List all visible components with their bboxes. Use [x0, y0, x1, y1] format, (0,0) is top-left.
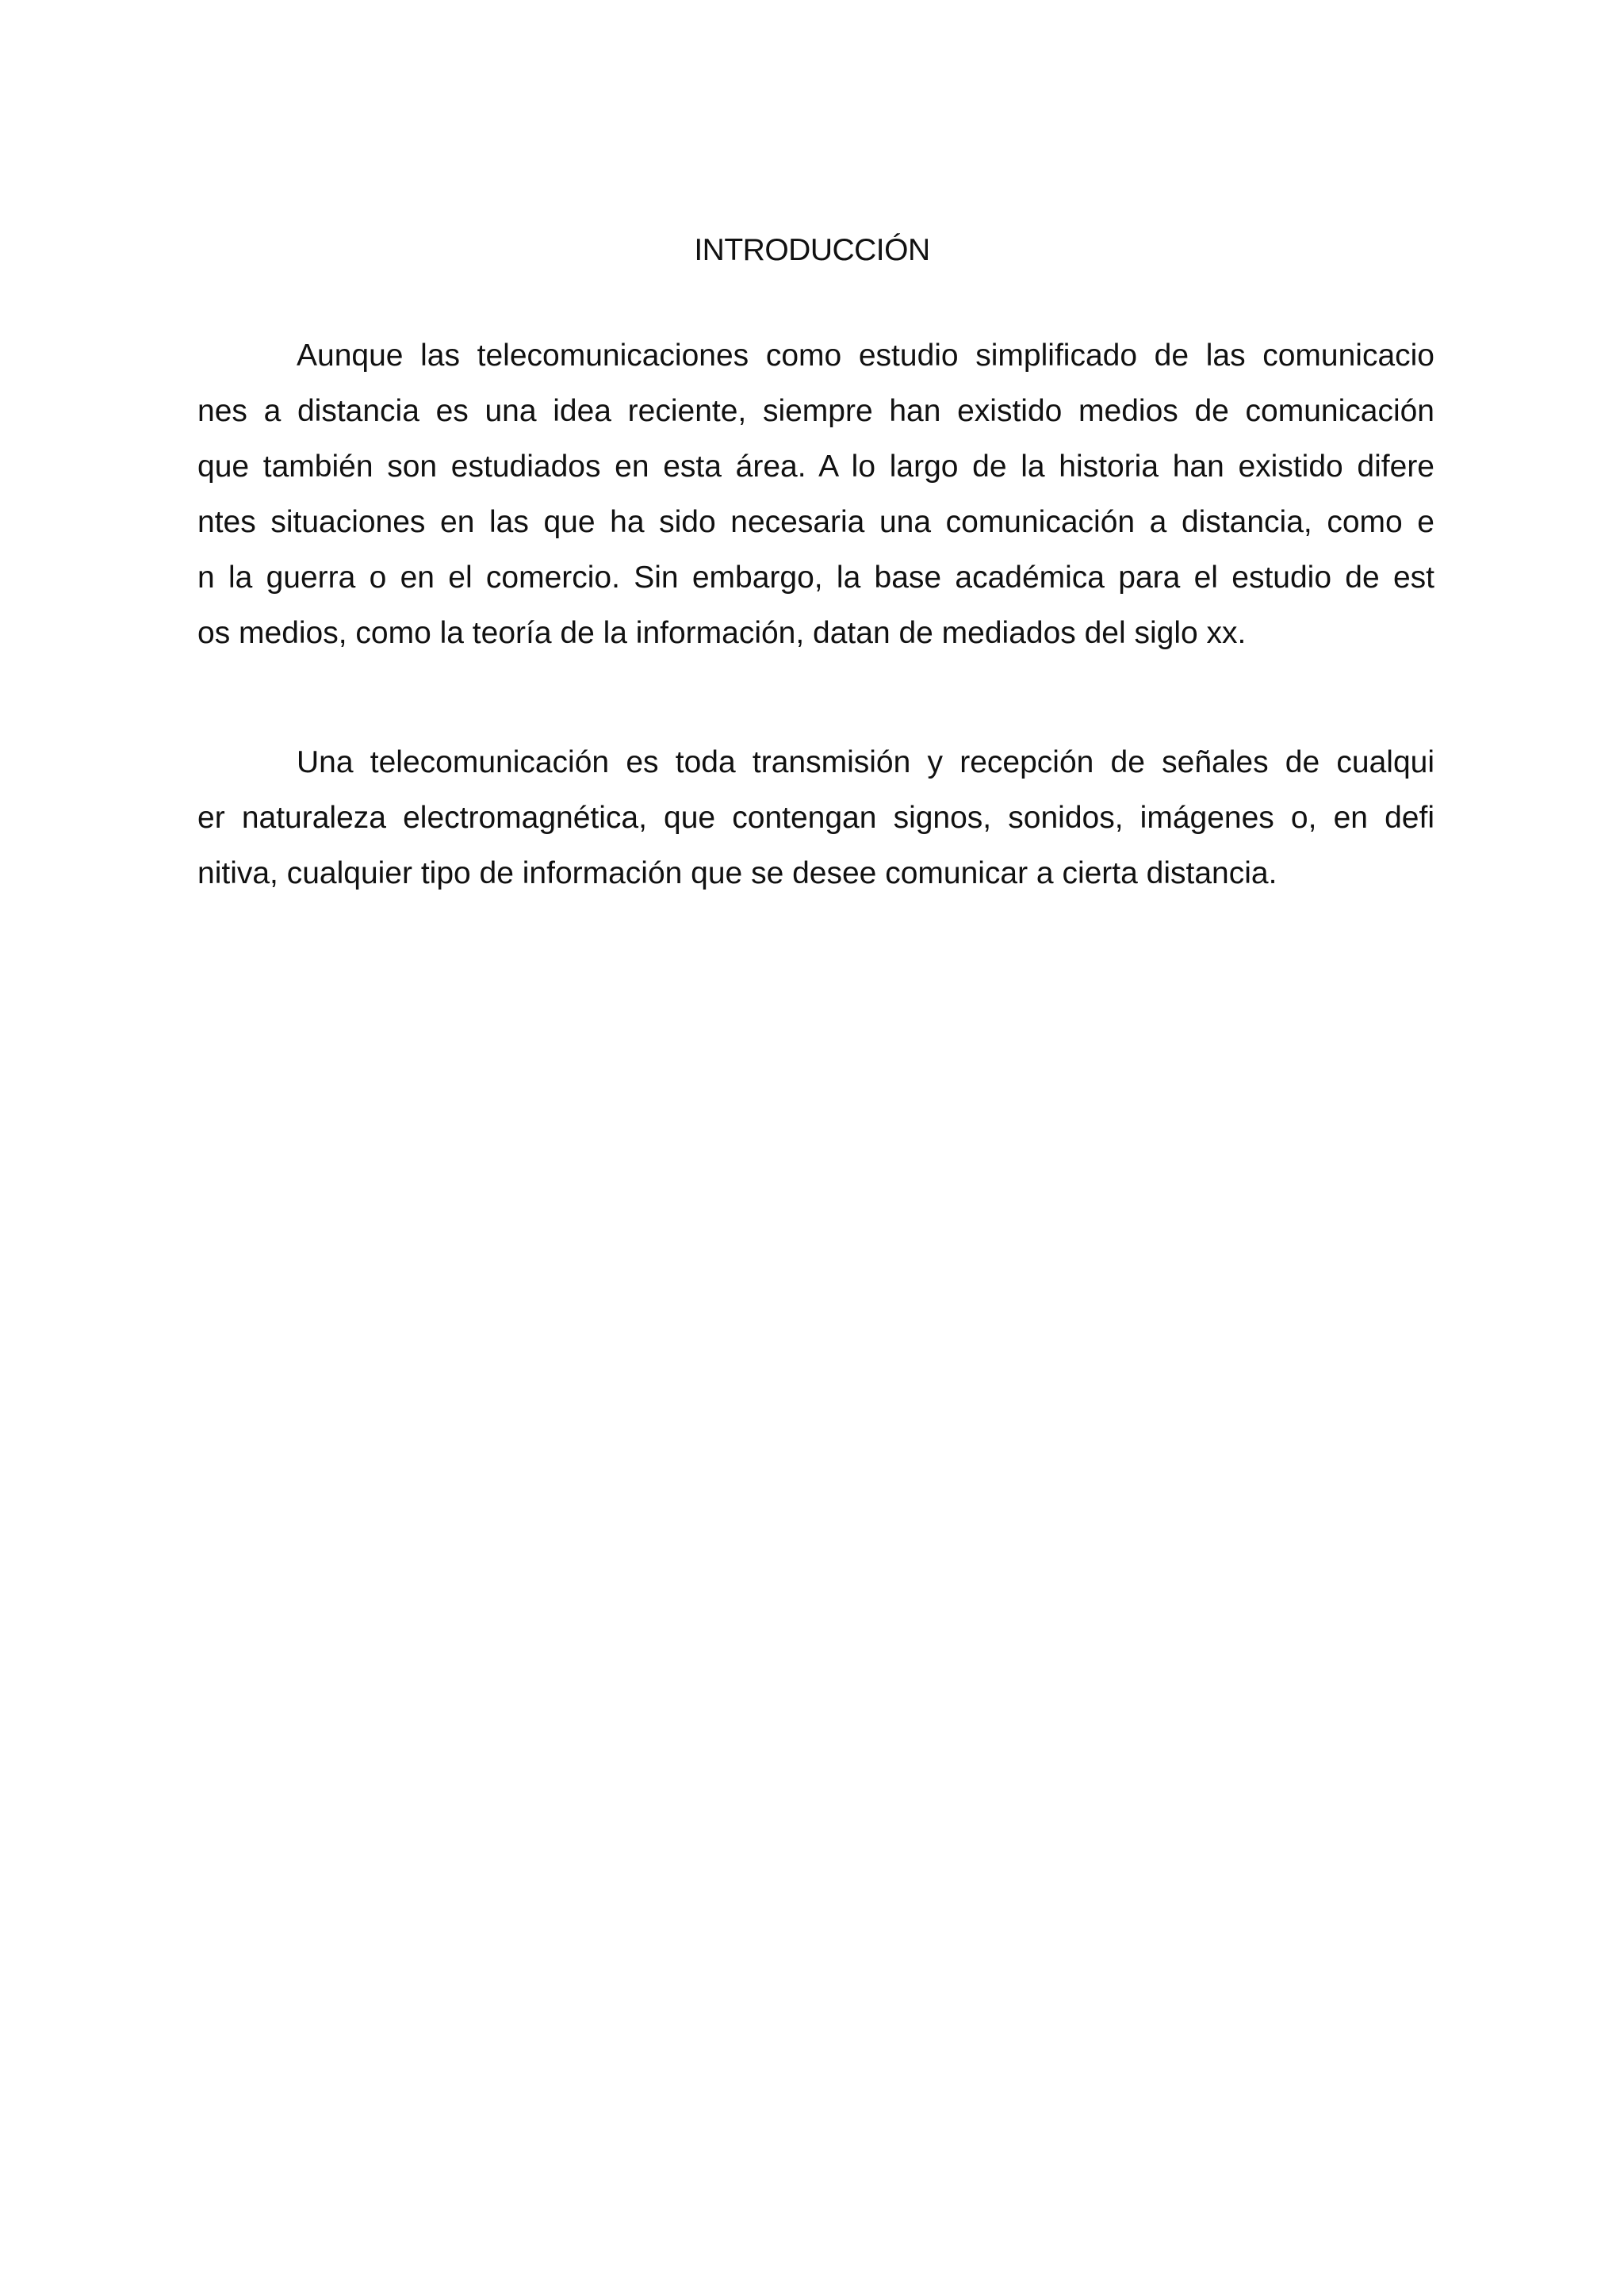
- paragraph-line: Una telecomunicación es toda transmisión y recepción de señales de cualqui: [297, 745, 1434, 779]
- paragraph-line: nes a distancia es una idea reciente, siempre han existido medios de comunicación: [197, 394, 1434, 428]
- paragraph-line: Aunque las telecomunicaciones como estudio simplificado de las comunicacio: [297, 339, 1434, 373]
- paragraph-line: er naturaleza electromagnética, que contengan signos, sonidos, imágenes o, en defi: [197, 801, 1434, 835]
- paragraph-line: ntes situaciones en las que ha sido necesaria una comunicación a distancia, como e: [197, 505, 1434, 539]
- paragraph-line: os medios, como la teoría de la información, datan de mediados del siglo xx.: [197, 616, 1247, 650]
- paragraph-1: [197, 328, 1434, 661]
- paragraph-line: nitiva, cualquier tipo de información que se desee comunicar a cierta distancia.: [197, 856, 1277, 890]
- page-title: INTRODUCCIÓN: [694, 233, 930, 267]
- paragraph-line: que también son estudiados en esta área. A lo largo de la historia han existido difere: [197, 450, 1434, 484]
- paragraph-2: [197, 735, 1434, 901]
- paragraph-line: n la guerra o en el comercio. Sin embargo, la base académica para el estudio de est: [197, 561, 1434, 595]
